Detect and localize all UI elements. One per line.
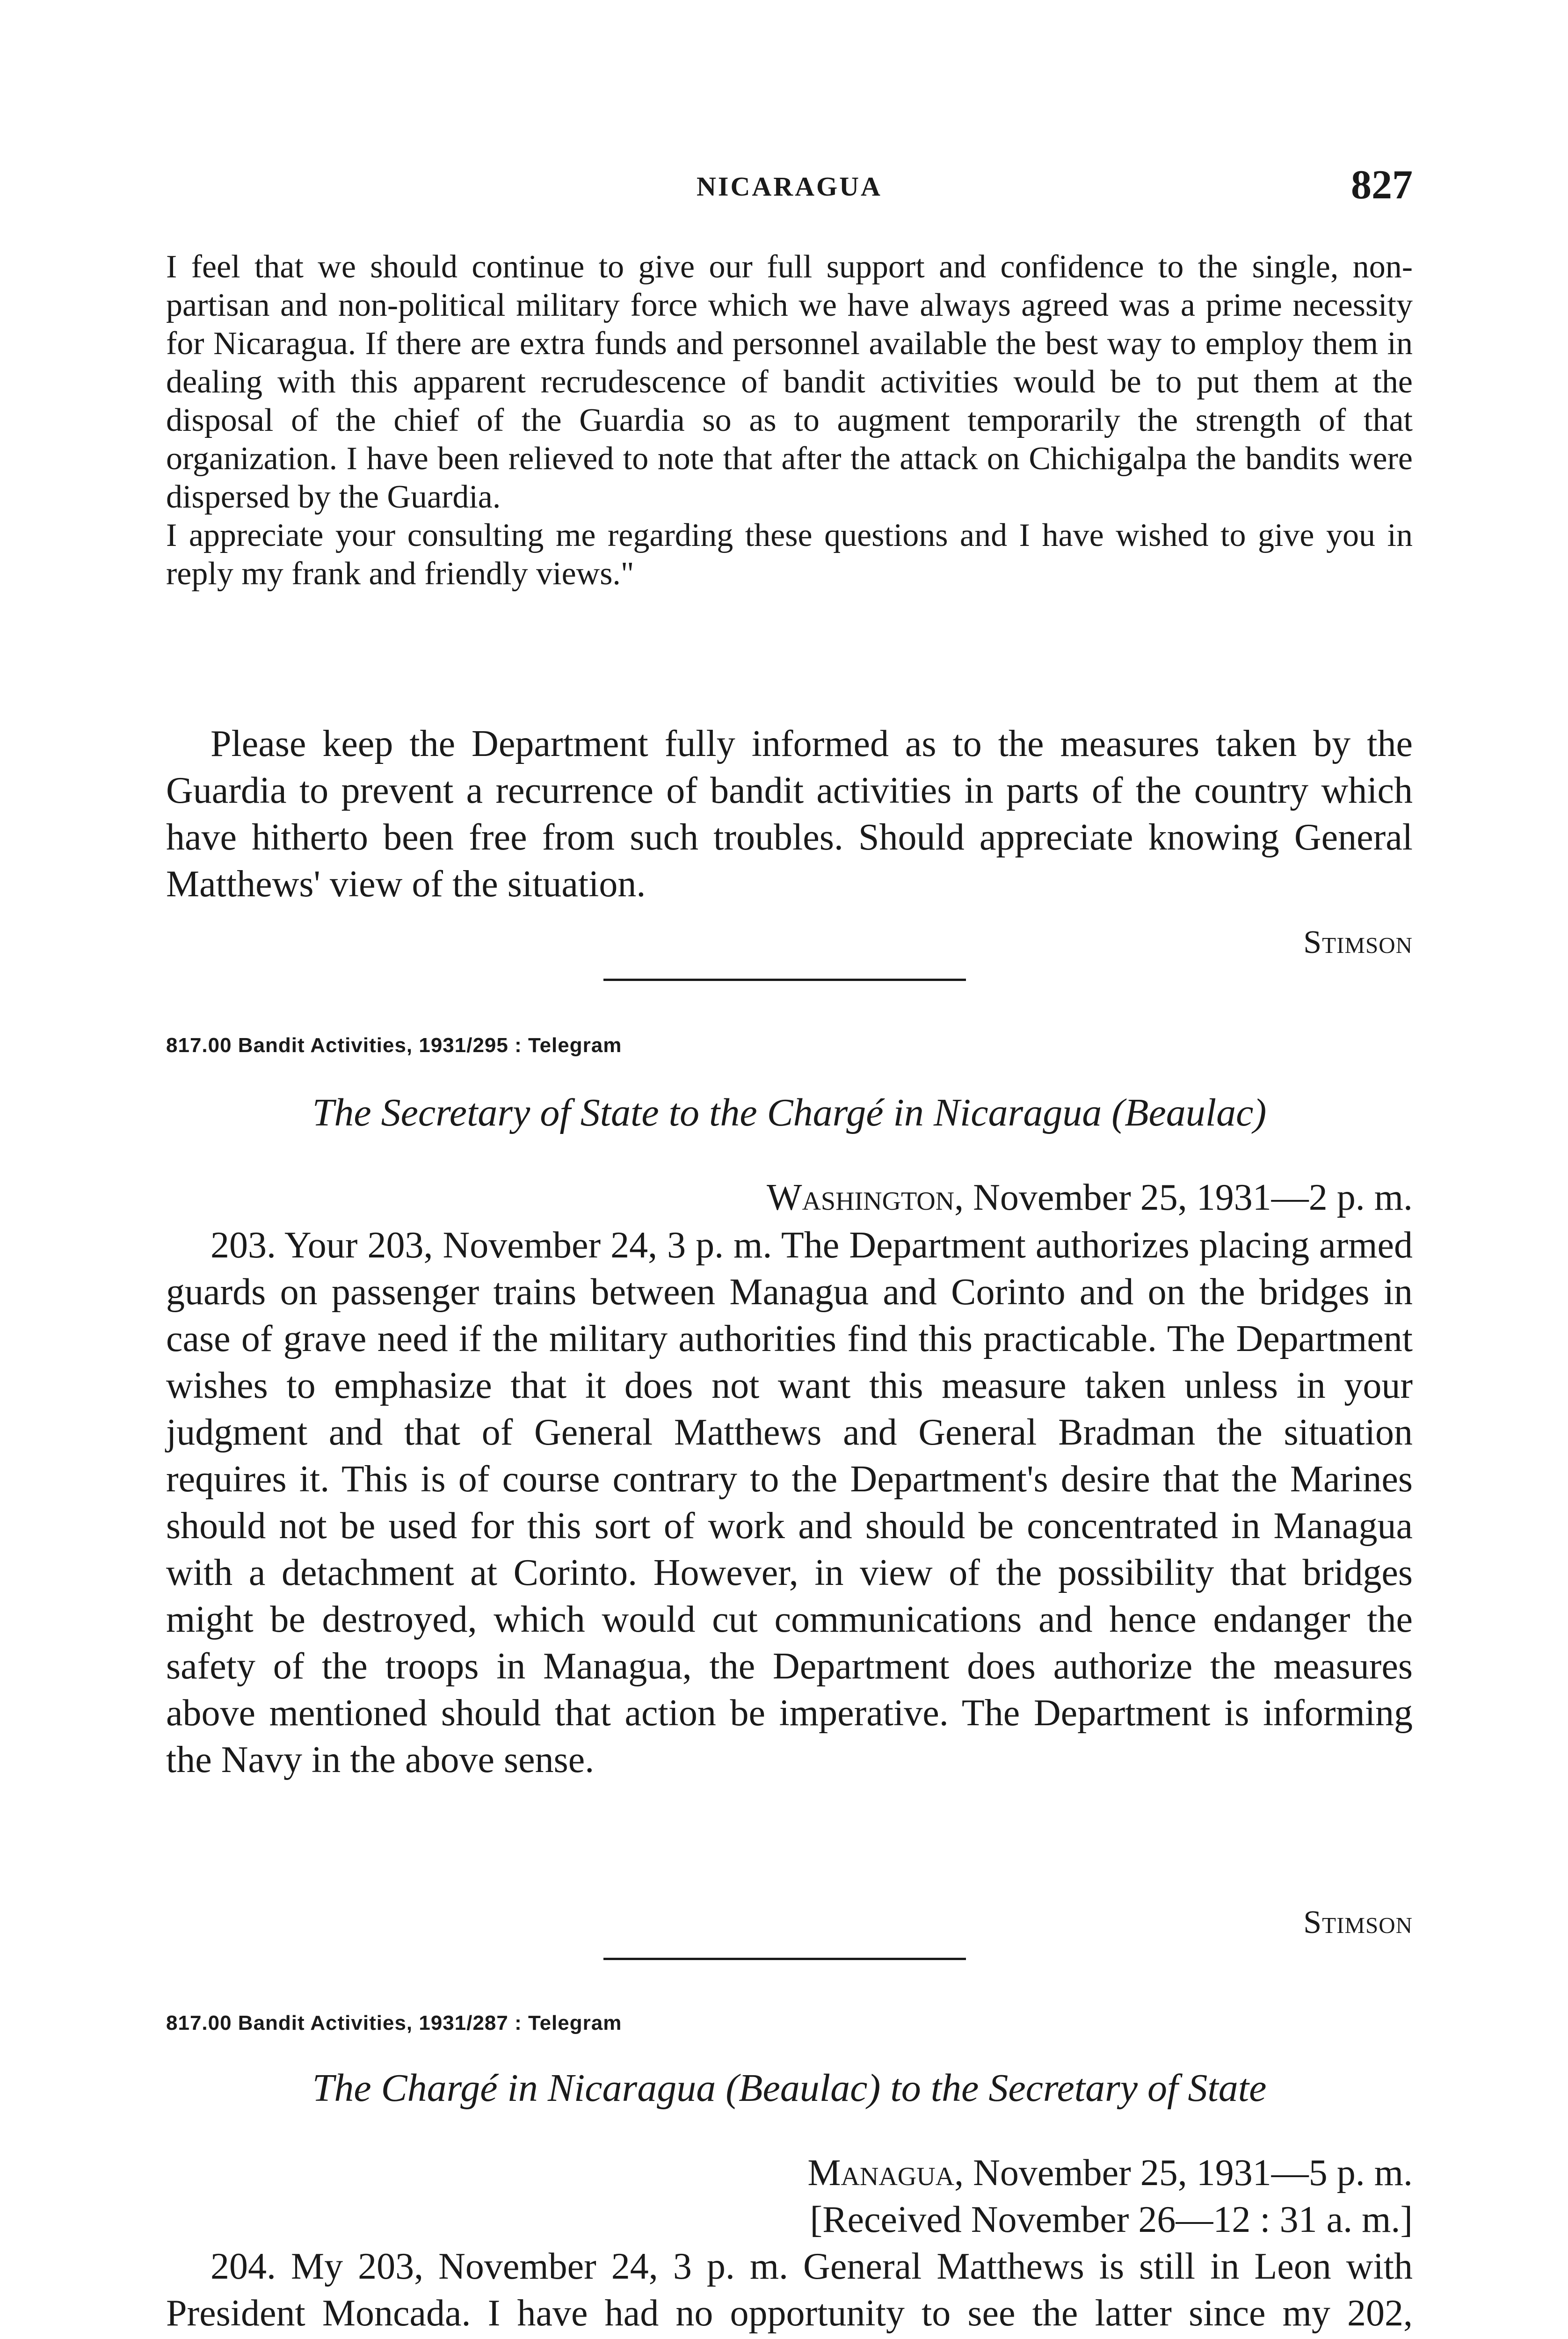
file-code: 817.00 Bandit Activities, 1931/295 : Telegram bbox=[166, 1034, 622, 1057]
closing-paragraph-block bbox=[166, 720, 1413, 908]
dateline-place: Washington bbox=[766, 1177, 955, 1218]
running-head: NICARAGUA bbox=[697, 171, 882, 202]
dateline-place: Managua bbox=[807, 2152, 955, 2194]
signature: Stimson bbox=[1303, 924, 1413, 960]
section-divider bbox=[603, 1958, 966, 1960]
dateline bbox=[166, 2150, 1413, 2196]
telegram-body bbox=[166, 1222, 1413, 1783]
file-code: 817.00 Bandit Activities, 1931/287 : Telegram bbox=[166, 2012, 622, 2034]
page-number: 827 bbox=[1351, 162, 1413, 208]
section-divider bbox=[603, 979, 966, 981]
received-line: [Received November 26—12 : 31 a. m.] bbox=[810, 2199, 1413, 2240]
body-paragraph: Please keep the Department fully informed as to the measures taken by the Guardia to prevent a recurrence of bandit activities in parts of the country which have hitherto been free from such troubles. Should appreciate knowing General Matthews' view of the situation. bbox=[166, 723, 1413, 905]
dateline-date: , November 25, 1931—2 p. m. bbox=[954, 1177, 1413, 1218]
dateline bbox=[166, 1174, 1413, 1221]
telegram-body bbox=[166, 2243, 1413, 2339]
dateline-date: , November 25, 1931—5 p. m. bbox=[954, 2152, 1413, 2194]
page-header bbox=[166, 161, 1413, 208]
document-title: The Secretary of State to the Chargé in Nicaragua (Beaulac) bbox=[312, 1091, 1267, 1134]
quoted-text bbox=[166, 248, 1413, 593]
body-paragraph: 204. My 203, November 24, 3 p. m. General Matthews is still in Leon with President Moncada. I have had no opportunity to see the latter since my 202, bbox=[166, 2246, 1413, 2334]
quoted-paragraph: I feel that we should continue to give our full support and confidence to the single, non-partisan and non-political military force which we have always agreed was a prime necessity for Nicaragua. If there are extra funds and personnel available the best way to employ them in dealing with this apparent recrudescence of bandit activities would be to put them at the disposal of the chief of the Guardia so as to augment temporarily the strength of that organization. I have been relieved to note that after the attack on Chichigalpa the bandits were dispersed by the Guardia. bbox=[166, 249, 1413, 515]
quoted-paragraph: I appreciate your consulting me regarding these questions and I have wished to give you in reply my frank and friendly views." bbox=[166, 517, 1413, 592]
document-title: The Chargé in Nicaragua (Beaulac) to the Secretary of State bbox=[312, 2066, 1267, 2110]
body-paragraph: 203. Your 203, November 24, 3 p. m. The Department authorizes placing armed guards on passenger trains between Managua and Corinto and on the bridges in case of grave need if the military authorities find this practicable. The Department wishes to emphasize that it does not want this measure taken unless in your judgment and that of General Matthews and General Bradman the situation requires it. This is of course contrary to the Department's desire that the Marines should not be used for this sort of work and should be concentrated in Managua with a detachment at Corinto. However, in view of the possibility that bridges might be destroyed, which would cut communications and hence endanger the safety of the troops in Managua, the Department does authorize the measures above mentioned should that action be imperative. The Department is informing the Navy in the above sense. bbox=[166, 1225, 1413, 1780]
document-page bbox=[166, 0, 1413, 2339]
signature: Stimson bbox=[1303, 1904, 1413, 1940]
